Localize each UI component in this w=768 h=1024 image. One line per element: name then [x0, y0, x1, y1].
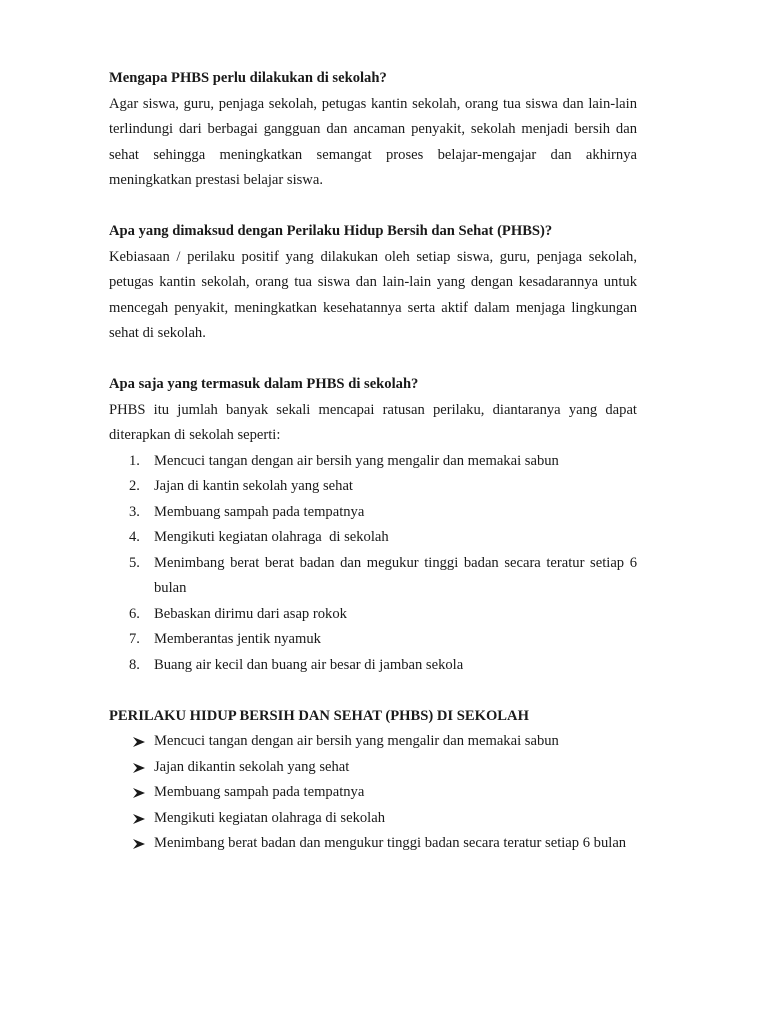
section-paragraph: PHBS itu jumlah banyak sekali mencapai ratusan perilaku, diantaranya yang dapat diterapkan di sekolah seperti: — [109, 401, 637, 443]
section-why-phbs — [109, 66, 637, 194]
list-item-text: Menimbang berat badan dan mengukur tinggi badan secara teratur setiap 6 bulan — [154, 835, 627, 851]
arrow-bullet-icon — [133, 814, 145, 824]
list-item-text: Mencuci tangan dengan air bersih yang mengalir dan memakai sabun — [154, 733, 559, 749]
arrow-bullet-list — [109, 729, 637, 857]
list-item-number: 4. — [129, 529, 140, 545]
list-item — [109, 729, 637, 755]
list-item-text: Membuang sampah pada tempatnya — [154, 503, 365, 520]
spacer — [109, 194, 637, 220]
list-item-text: Membuang sampah pada tempatnya — [154, 784, 365, 800]
list-item-text: Buang air kecil dan buang air besar di jamban sekola — [154, 656, 464, 673]
section-phbs-school — [109, 704, 637, 857]
list-item-number: 2. — [129, 478, 140, 494]
section-phbs-items — [109, 372, 637, 678]
document-page — [109, 66, 637, 857]
section-heading: Apa yang dimaksud dengan Perilaku Hidup Bersih dan Sehat (PHBS)? — [109, 223, 553, 239]
spacer — [109, 347, 637, 373]
list-item — [109, 602, 637, 628]
list-item — [109, 806, 637, 832]
list-item-number: 7. — [129, 631, 140, 647]
list-item — [109, 525, 637, 551]
list-item-text: Mencuci tangan dengan air bersih yang mengalir dan memakai sabun — [154, 452, 559, 469]
list-item — [109, 474, 637, 500]
list-item-text: Memberantas jentik nyamuk — [154, 631, 321, 647]
arrow-bullet-icon — [133, 788, 145, 798]
section-heading: PERILAKU HIDUP BERSIH DAN SEHAT (PHBS) DI SEKOLAH — [109, 707, 529, 724]
list-item — [109, 653, 637, 679]
list-item-text: Bebaskan dirimu dari asap rokok — [154, 605, 347, 622]
list-item-number: 8. — [129, 656, 140, 673]
list-item-text: Mengikuti kegiatan olahraga di sekolah — [154, 809, 385, 826]
section-paragraph: Kebiasaan / perilaku positif yang dilakukan oleh setiap siswa, guru, penjaga sekolah, petugas kantin sekolah, orang tua siswa dan lain-lain yang dengan kesadarannya untuk mencegah penyakit, meningkatkan kesehatannya serta aktif dalam menjaga lingkungan sehat di sekolah. — [109, 248, 637, 341]
list-item — [109, 755, 637, 781]
arrow-bullet-icon — [133, 839, 145, 849]
list-item — [109, 551, 637, 602]
list-item-text: Mengikuti kegiatan olahraga di sekolah — [154, 529, 389, 545]
list-item-text: Jajan dikantin sekolah yang sehat — [154, 758, 350, 775]
section-paragraph: Agar siswa, guru, penjaga sekolah, petugas kantin sekolah, orang tua siswa dan lain-lain terlindungi dari berbagai gangguan dan ancaman penyakit, sekolah menjadi bersih dan sehat sehingga meningkatkan semangat proses belajar-mengajar dan akhirnya meningkatkan prestasi belajar siswa. — [109, 95, 637, 188]
list-item — [109, 831, 637, 857]
list-item — [109, 449, 637, 475]
list-item-number: 1. — [129, 452, 140, 469]
list-item-text: Jajan di kantin sekolah yang sehat — [154, 478, 353, 494]
list-item — [109, 500, 637, 526]
list-item-text: Menimbang berat berat badan dan megukur tinggi badan secara teratur setiap 6 bulan — [154, 554, 637, 596]
list-item-number: 6. — [129, 605, 140, 622]
arrow-bullet-icon — [133, 763, 145, 773]
list-item — [109, 627, 637, 653]
section-heading: Mengapa PHBS perlu dilakukan di sekolah? — [109, 70, 387, 86]
numbered-list — [109, 449, 637, 679]
section-definition-phbs — [109, 219, 637, 347]
list-item — [109, 780, 637, 806]
list-item-number: 3. — [129, 503, 140, 520]
section-heading: Apa saja yang termasuk dalam PHBS di sekolah? — [109, 376, 419, 392]
list-item-number: 5. — [129, 554, 140, 571]
spacer — [109, 678, 637, 704]
arrow-bullet-icon — [133, 737, 145, 747]
